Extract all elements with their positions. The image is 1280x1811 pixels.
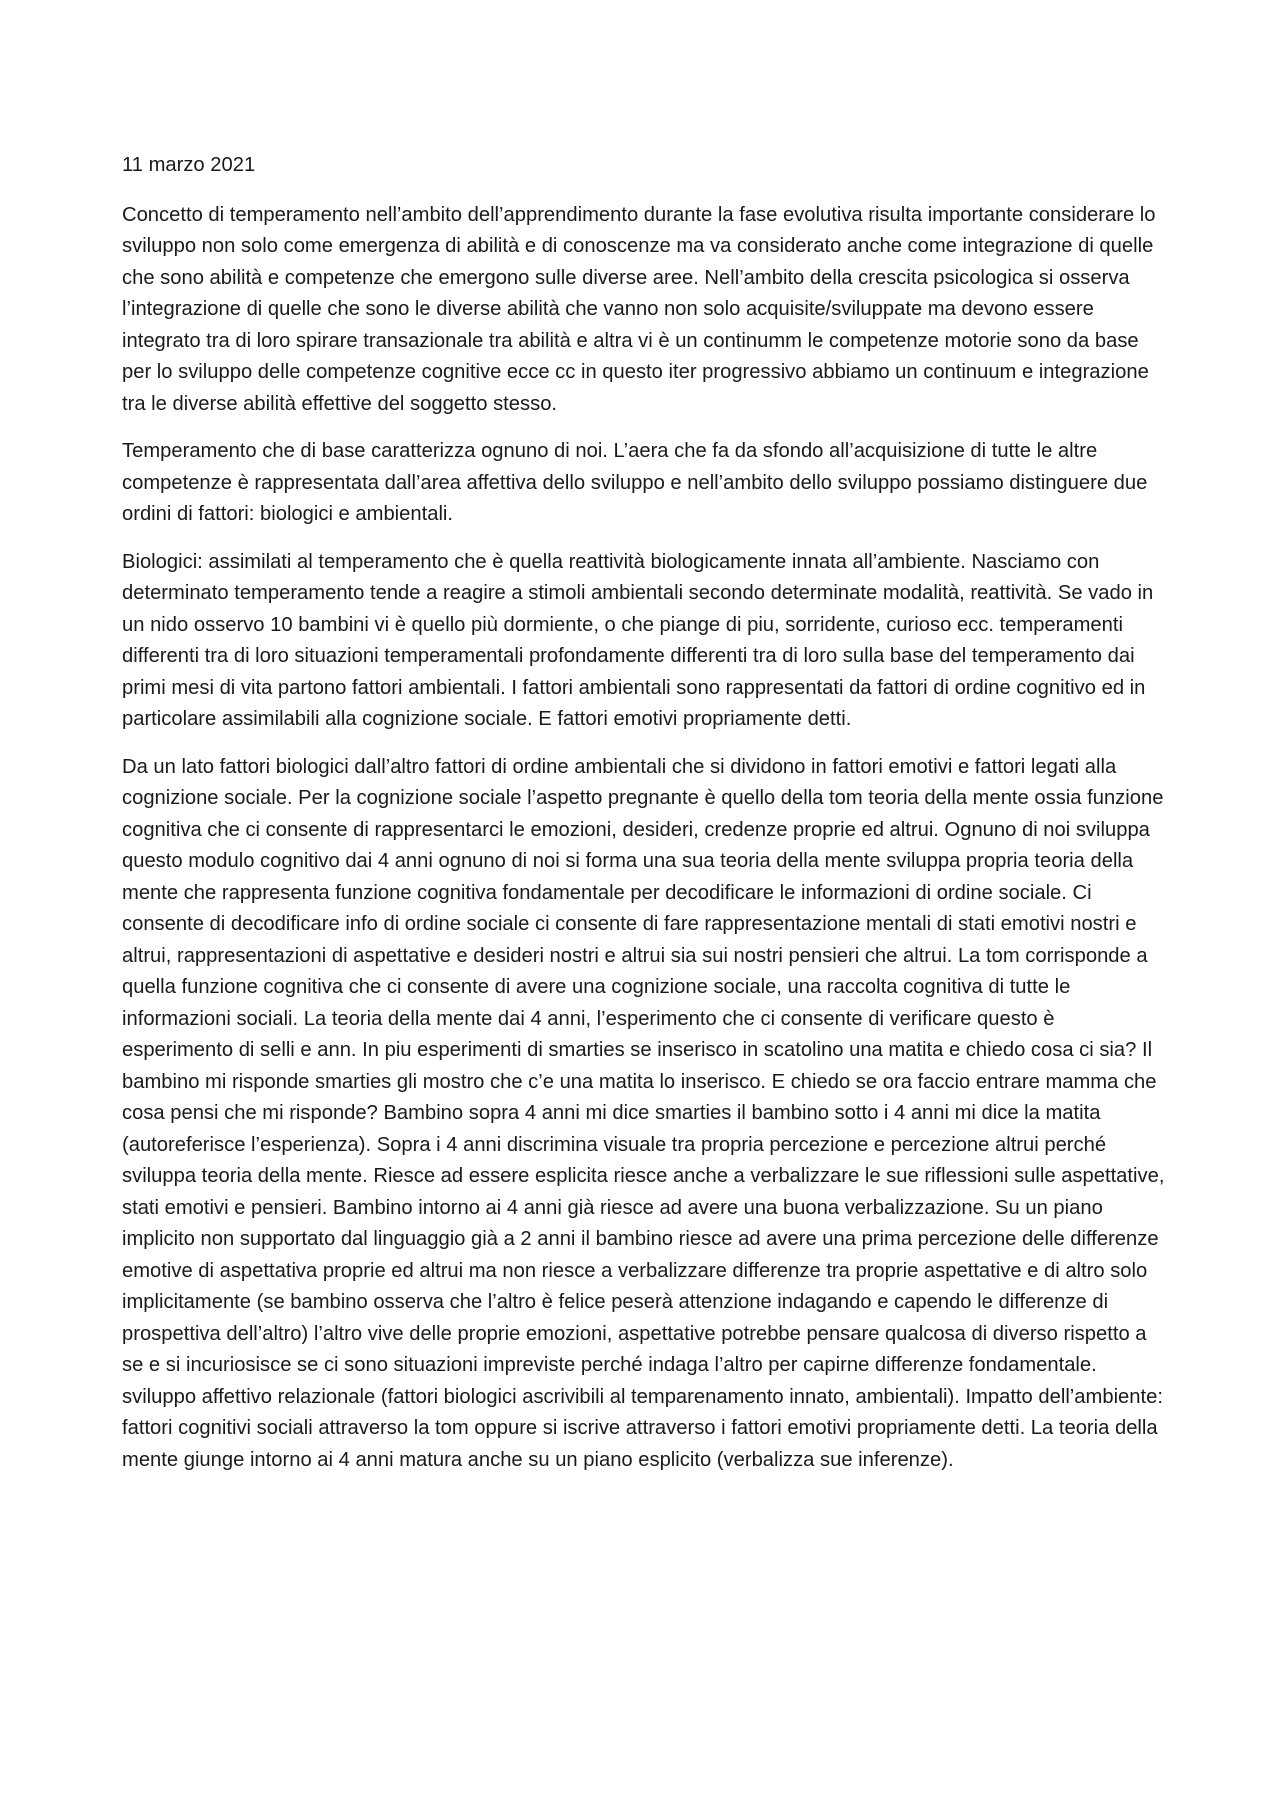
paragraph-temperament-base: Temperamento che di base caratterizza ognuno di noi. L’aera che fa da sfondo all’acquisizione di tutte le altre competenze è rappresentata dall’area affettiva dello sviluppo e nell’ambito dello sviluppo possiamo distinguere due ordini di fattori: biologici e ambientali.	[122, 440, 1148, 525]
paragraph-biological-factors: Biologici: assimilati al temperamento che è quella reattività biologicamente innata all’ambiente. Nasciamo con determinato temperamento tende a reagire a stimoli ambientali secondo determinate modalità, reattività. Se vado in un nido osservo 10 bambini vi è quello più dormiente, o che piange di piu, sorridente, curioso ecc. temperamenti differenti tra di loro situazioni temperamentali profondamente differenti tra di loro sulla base del temperamento dai primi mesi di vita partono fattori ambientali. I fattori ambientali sono rappresentati da fattori di ordine cognitivo ed in particolare assimilabili alla cognizione sociale. E fattori emotivi propriamente detti.	[122, 550, 1154, 730]
paragraph-theory-of-mind: Da un lato fattori biologici dall’altro fattori di ordine ambientali che si dividono in fattori emotivi e fattori legati alla cognizione sociale. Per la cognizione sociale l’aspetto pregnante è quello della tom teoria della mente ossia funzione cognitiva che ci consente di rappresentarci le emozioni, desideri, credenze proprie ed altrui. Ognuno di noi sviluppa questo modulo cognitivo dai 4 anni ognuno di noi si forma una sua teoria della mente sviluppa propria teoria della mente che rappresenta funzione cognitiva fondamentale per decodificare le informazioni di ordine sociale. Ci consente di decodificare info di ordine sociale ci consente di fare rappresentazione mentali di stati emotivi nostri e altrui, rappresentazioni di aspettative e desideri nostri e altrui sia sui nostri pensieri che altrui. La tom corrisponde a quella funzione cognitiva che ci consente di avere una cognizione sociale, una raccolta cognitiva di tutte le informazioni sociali. La teoria della mente dai 4 anni, l’esperimento che ci consente di verificare questo è esperimento di selli e ann. In piu esperimenti di smarties se inserisco in scatolino una matita e chiedo cosa ci sia? Il bambino mi risponde smarties gli mostro che c’e una matita lo inserisco. E chiedo se ora faccio entrare mamma che cosa pensi che mi risponde? Bambino sopra 4 anni mi dice smarties il bambino sotto i 4 anni mi dice la matita (autoreferisce l’esperienza). Sopra i 4 anni discrimina visuale tra propria percezione e percezione altrui perché sviluppa teoria della mente. Riesce ad essere esplicita riesce anche a verbalizzare le sue riflessioni sulle aspettative, stati emotivi e pensieri. Bambino intorno ai 4 anni già riesce ad avere una buona verbalizzazione. Su un piano implicito non supportato dal linguaggio già a 2 anni il bambino riesce ad avere una prima percezione delle differenze emotive di aspettativa proprie ed altrui ma non riesce a verbalizzare differenze tra proprie aspettative e di altro solo implicitamente (se bambino osserva che l’altro è felice peserà attenzione indagando e capendo le differenze di prospettiva dell’altro) l’altro vive delle proprie emozioni, aspettative potrebbe pensare qualcosa di diverso rispetto a se e si incuriosisce se ci sono situazioni impreviste perché indaga l’altro per capirne differenze fondamentale. sviluppo affettivo relazionale (fattori biologici ascrivibili al temparenamento innato, ambientali). Impatto dell’ambiente: fattori cognitivi sociali attraverso la tom oppure si iscrive attraverso i fattori emotivi propriamente detti. La teoria della mente giunge intorno ai 4 anni matura anche su un piano esplicito (verbalizza sue inferenze).	[122, 755, 1165, 1471]
paragraph-temperament-concept: Concetto di temperamento nell’ambito dell’apprendimento durante la fase evolutiva risulta importante considerare lo sviluppo non solo come emergenza di abilità e di conoscenze ma va considerato anche come integrazione di quelle che sono abilità e competenze che emergono sulle diverse aree. Nell’ambito della crescita psicologica si osserva l’integrazione di quelle che sono le diverse abilità che vanno non solo acquisite/sviluppate ma devono essere integrato tra di loro spirare transazionale tra abilità e altra vi è un continumm le competenze motorie sono da base per lo sviluppo delle competenze cognitive ecce cc in questo iter progressivo abbiamo un continuum e integrazione tra le diverse abilità effettive del soggetto stesso.	[122, 203, 1156, 415]
document-date: 11 marzo 2021	[122, 154, 256, 176]
document-body	[122, 150, 1168, 1492]
